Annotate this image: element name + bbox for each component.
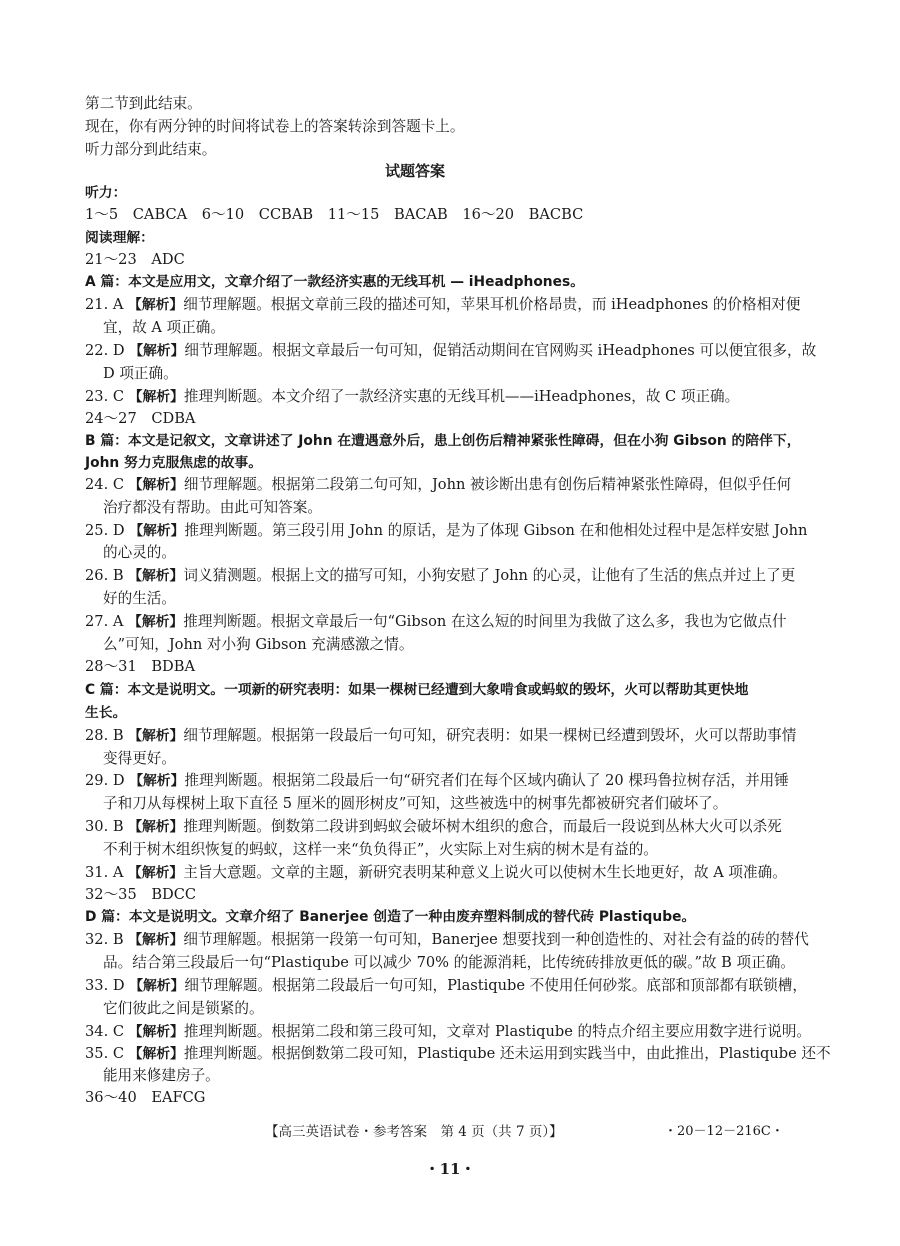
q35-line2: 能用来修建房子。	[103, 1067, 220, 1084]
q34	[85, 1022, 811, 1042]
q34-tag: 【解析】	[128, 1024, 184, 1040]
q26-tag: 【解析】	[128, 568, 184, 584]
q22	[85, 341, 816, 361]
summary-a: A 篇：本文是应用文，文章介绍了一款经济实惠的无线耳机 — iHeadphones。	[85, 274, 584, 290]
q25-tag: 【解析】	[129, 523, 185, 539]
group-b-answers: 24～27 CDBA	[85, 410, 196, 427]
reading-label: 阅读理解：	[85, 230, 154, 246]
summary-c-line2: 生长。	[85, 705, 127, 721]
q23-text: 推理判断题。本文介绍了一款经济实惠的无线耳机——iHeadphones，故 C 项正确。	[183, 388, 740, 405]
q27-head: 27. A	[85, 613, 124, 630]
q23-tag: 【解析】	[128, 389, 184, 405]
page-title: 试题答案	[384, 162, 445, 180]
q29-text: 推理判断题。根据第二段最后一句“研究者们在每个区域内确认了 20 棵玛鲁拉树存活，并用锤	[184, 772, 789, 789]
q31-head: 31. A	[85, 864, 124, 881]
group-c-answers: 28～31 BDBA	[85, 658, 196, 675]
intro-line-3: 听力部分到此结束。	[85, 141, 217, 158]
intro-line-1: 第二节到此结束。	[85, 95, 202, 112]
q30-tag: 【解析】	[128, 819, 184, 835]
q32-tag: 【解析】	[128, 932, 184, 948]
q32	[85, 930, 809, 950]
q32-text: 细节理解题。根据第一段第一句可知，Banerjee 想要找到一种创造性的、对社会有益的砖的替代	[183, 931, 809, 948]
footer-center: 【高三英语试卷・参考答案 第 4 页（共 7 页）】	[265, 1124, 563, 1140]
listening-label: 听力：	[85, 185, 127, 201]
q22-text: 细节理解题。根据文章最后一句可知，促销活动期间在官网购买 iHeadphones 可以便宜很多，故	[184, 342, 817, 359]
q29	[85, 771, 789, 791]
q32-line2: 品。结合第三段最后一句“Plastiqube 可以减少 70% 的能源消耗，比传统砖排放更低的碳。”故 B 项正确。	[103, 954, 795, 971]
q24-head: 24. C	[85, 476, 125, 493]
q25-text: 推理判断题。第三段引用 John 的原话，是为了体现 Gibson 在和他相处过程中是怎样安慰 John	[184, 522, 808, 539]
q21-text: 细节理解题。根据文章前三段的描述可知，苹果耳机价格昂贵，而 iHeadphones 的价格相对便	[183, 296, 801, 313]
q30-line2: 不利于树木组织恢复的蚂蚁，这样一来“负负得正”，火实际上对生病的树木是有益的。	[103, 841, 658, 858]
q28-tag: 【解析】	[128, 728, 184, 744]
group-d-answers: 32～35 BDCC	[85, 886, 197, 903]
summary-b-line2: John 努力克服焦虑的故事。	[85, 455, 263, 471]
q27-line2: 么”可知，John 对小狗 Gibson 充满感激之情。	[103, 636, 414, 653]
q26-line2: 好的生活。	[103, 590, 176, 607]
summary-c-line1: C 篇：本文是说明文。一项新的研究表明：如果一棵树已经遭到大象啃食或蚂蚁的毁坏，火可以帮助其更快地	[85, 682, 749, 698]
q35-tag: 【解析】	[128, 1046, 184, 1062]
q31-text: 主旨大意题。文章的主题，新研究表明某种意义上说火可以使树木生长地更好，故 A 项准确。	[183, 864, 787, 881]
q33-tag: 【解析】	[129, 978, 185, 994]
intro-line-2: 现在，你有两分钟的时间将试卷上的答案转涂到答题卡上。	[85, 118, 465, 135]
q28-line2: 变得更好。	[103, 750, 176, 767]
q23	[85, 387, 739, 407]
group-e-answers: 36～40 EAFCG	[85, 1089, 206, 1106]
q23-head: 23. C	[85, 388, 125, 405]
q21-tag: 【解析】	[128, 297, 184, 313]
q28-head: 28. B	[85, 727, 124, 744]
page-number: ・11・	[424, 1160, 476, 1178]
q30-head: 30. B	[85, 818, 124, 835]
summary-b-line1: B 篇：本文是记叙文，文章讲述了 John 在遭遇意外后，患上创伤后精神紧张性障碍，但在小狗 Gibson 的陪伴下，	[85, 433, 801, 449]
q24-tag: 【解析】	[128, 477, 184, 493]
q35-text: 推理判断题。根据倒数第二段可知，Plastiqube 还未运用到实践当中，由此推出，Plastiqube 还不	[183, 1045, 831, 1062]
q32-head: 32. B	[85, 931, 124, 948]
q29-tag: 【解析】	[129, 773, 185, 789]
q29-line2: 子和刀从每棵树上取下直径 5 厘米的圆形树皮”可知，这些被选中的树事先都被研究者们破坏了。	[103, 795, 728, 812]
q31-tag: 【解析】	[128, 865, 184, 881]
q28-text: 细节理解题。根据第一段最后一句可知，研究表明：如果一棵树已经遭到毁坏，火可以帮助事情	[183, 727, 797, 744]
q24	[85, 475, 791, 495]
q25-head: 25. D	[85, 522, 125, 539]
q31	[85, 863, 787, 883]
q27	[85, 612, 787, 632]
q33-head: 33. D	[85, 977, 125, 994]
q29-head: 29. D	[85, 772, 125, 789]
q34-head: 34. C	[85, 1023, 125, 1040]
q25	[85, 521, 807, 541]
q22-tag: 【解析】	[129, 343, 185, 359]
q21	[85, 295, 800, 315]
q26-head: 26. B	[85, 567, 124, 584]
q35	[85, 1044, 831, 1064]
listening-answers: 1～5 CABCA 6～10 CCBAB 11～15 BACAB 16～20 BACBC	[85, 206, 584, 223]
q27-tag: 【解析】	[128, 614, 184, 630]
q22-line2: D 项正确。	[103, 365, 178, 382]
footer-right: ・20－12－216C・	[664, 1124, 784, 1139]
q24-line2: 治疗都没有帮助。由此可知答案。	[103, 499, 322, 516]
summary-d: D 篇：本文是说明文。文章介绍了 Banerjee 创造了一种由废弃塑料制成的替代砖 Plastiqube。	[85, 909, 696, 925]
q30-text: 推理判断题。倒数第二段讲到蚂蚁会破坏树木组织的愈合，而最后一段说到丛林大火可以杀死	[183, 818, 782, 835]
q33	[85, 976, 807, 996]
q33-text: 细节理解题。根据第二段最后一句可知，Plastiqube 不使用任何砂浆。底部和顶部都有联锁槽，	[184, 977, 807, 994]
q26	[85, 566, 795, 586]
q26-text: 词义猜测题。根据上文的描写可知，小狗安慰了 John 的心灵，让他有了生活的焦点并过上了更	[183, 567, 796, 584]
q21-head: 21. A	[85, 296, 124, 313]
q33-line2: 它们彼此之间是锁紧的。	[103, 1000, 264, 1017]
q22-head: 22. D	[85, 342, 125, 359]
q28	[85, 726, 796, 746]
q27-text: 推理判断题。根据文章最后一句“Gibson 在这么短的时间里为我做了这么多，我也为它做点什	[183, 613, 787, 630]
q21-line2: 宜，故 A 项正确。	[103, 319, 225, 336]
group-a-answers: 21～23 ADC	[85, 251, 185, 268]
q24-text: 细节理解题。根据第二段第二句可知，John 被诊断出患有创伤后精神紧张性障碍，但似乎任何	[183, 476, 792, 493]
q35-head: 35. C	[85, 1045, 125, 1062]
q30	[85, 817, 782, 837]
q34-text: 推理判断题。根据第二段和第三段可知，文章对 Plastiqube 的特点介绍主要应用数字进行说明。	[183, 1023, 812, 1040]
q25-line2: 的心灵的。	[103, 544, 176, 561]
